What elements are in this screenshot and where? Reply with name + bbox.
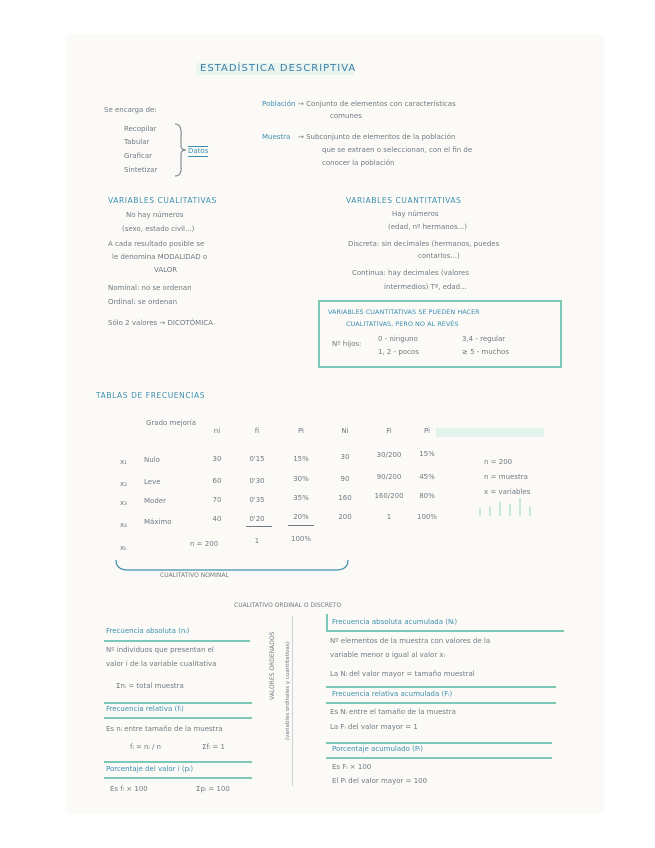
row-1-Pc: 15% <box>419 450 435 458</box>
col-header-grado: Grado mejoría <box>146 419 197 427</box>
col-header-fi: fi <box>254 427 260 435</box>
abs-line-1: Nº individuos que presentan el <box>106 646 214 654</box>
note-muestra: n = muestra <box>484 473 528 481</box>
row-4-Pc: 100% <box>416 513 437 521</box>
pctacum-line-1: Es Fᵢ × 100 <box>332 763 372 771</box>
muestra-text-3: conocer la población <box>322 159 395 167</box>
cualitativas-line-4: le denomina MODALIDAD o <box>112 253 208 261</box>
relacum-heading-rule <box>326 702 556 704</box>
row-4-pi: 20% <box>293 513 309 521</box>
totals-n: n = 200 <box>190 540 219 548</box>
intro-verb-1: Recopilar <box>124 125 157 133</box>
rel-top-rule <box>104 702 252 704</box>
row-3-Ni: 160 <box>338 494 352 502</box>
row-4-label: Máximo <box>144 518 172 526</box>
pi-total-rule <box>288 525 314 526</box>
pct-heading-rule <box>104 777 252 779</box>
bracket-label: CUALITATIVO NOMINAL <box>160 572 229 579</box>
ordinal-label: CUALITATIVO ORDINAL O DISCRETO <box>234 602 342 609</box>
totals-xk: xₖ <box>120 544 128 552</box>
pct-top-rule <box>104 761 252 763</box>
cualitativas-line-8: Sólo 2 valores → DICOTÓMICA <box>108 319 213 327</box>
abs-heading-rule <box>104 640 250 642</box>
rel-heading-rule <box>104 717 252 719</box>
intro-verb-2: Tabular <box>124 138 150 146</box>
row-3-Fi: 160/200 <box>374 492 404 500</box>
cualitativas-line-7: Ordinal: se ordenan <box>108 298 178 306</box>
pct-line-2: Σpᵢ = 100 <box>196 785 230 793</box>
rel-line-1: Es nᵢ entre tamaño de la muestra <box>106 725 223 733</box>
col-header-ni: ni <box>213 427 221 435</box>
intro-object: Datos <box>188 147 209 155</box>
absacum-line-2: variable menor o igual al valor xᵢ <box>330 651 445 659</box>
poblacion-term: Población <box>262 100 296 108</box>
cuantitativas-heading: VARIABLES CUANTITATIVAS <box>346 196 462 205</box>
cuantitativas-line-1: Hay números <box>392 210 439 218</box>
abs-line-3: Σnᵢ = total muestra <box>116 682 184 690</box>
example-label: Nº hijos: <box>332 340 362 348</box>
row-2-Ni: 90 <box>340 475 350 483</box>
row-1-ni: 30 <box>212 455 222 463</box>
row-1-Fi: 30/200 <box>376 451 402 459</box>
row-2-x: x₂ <box>120 480 127 488</box>
abs-heading: Frecuencia absoluta (nᵢ) <box>106 627 190 635</box>
cuantitativas-line-2: (edad, nº hermanos...) <box>388 223 468 231</box>
row-1-fi: 0'15 <box>249 455 265 463</box>
page-title: ESTADÍSTICA DESCRIPTIVA <box>200 63 357 74</box>
row-2-ni: 60 <box>212 477 222 485</box>
vertical-divider <box>292 616 293 786</box>
intro-verb-3: Graficar <box>124 152 153 160</box>
fi-total-rule <box>246 526 272 527</box>
example-value-4: ≥ 5 - muchos <box>462 348 509 356</box>
vertical-label-1: VALORES ORDENADOS <box>269 631 276 700</box>
rel-heading: Frecuencia relativa (fᵢ) <box>106 705 184 713</box>
relacum-heading: Frecuencia relativa acumulada (Fᵢ) <box>332 690 453 698</box>
cuantitativas-line-4: contarlos...) <box>418 252 460 260</box>
pctacum-line-2: El Pᵢ del valor mayor = 100 <box>332 777 428 785</box>
example-value-3: 3,4 - regular <box>462 335 506 343</box>
rel-line-3: Σfᵢ = 1 <box>202 743 225 751</box>
row-3-pi: 35% <box>293 494 309 502</box>
row-3-x: x₃ <box>120 499 127 507</box>
row-2-Fi: 90/200 <box>376 473 402 481</box>
cuantitativas-line-3: Discreta: sin decimales (hermanos, puedes <box>348 240 500 248</box>
row-2-Pc: 45% <box>419 473 435 481</box>
row-3-ni: 70 <box>212 496 222 504</box>
row-3-label: Moder <box>144 497 166 505</box>
row-1-x: x₁ <box>120 458 127 466</box>
cualitativas-heading: VARIABLES CUALITATIVAS <box>108 196 217 205</box>
pctacum-heading-rule <box>326 757 552 759</box>
note-variables: x = variables <box>484 488 531 496</box>
relacum-line-2: La Fᵢ del valor mayor = 1 <box>330 723 418 731</box>
nominal-bracket <box>114 560 350 576</box>
note-tally-marks <box>476 496 540 518</box>
row-3-fi: 0'35 <box>249 496 265 504</box>
col-header-Ni: Ni <box>341 427 349 435</box>
cualitativas-line-5: VALOR <box>154 266 178 274</box>
row-4-ni: 40 <box>212 515 222 523</box>
pct-heading: Porcentaje del valor i (pᵢ) <box>106 765 194 773</box>
row-2-fi: 0'30 <box>249 477 265 485</box>
pctacum-top-rule <box>326 742 552 744</box>
relacum-line-1: Es Nᵢ entre el tamaño de la muestra <box>330 708 456 716</box>
note-box-line-2: CUALITATIVAS, PERO NO AL REVÉS <box>346 320 459 328</box>
rel-line-2: fᵢ = nᵢ / n <box>130 743 161 751</box>
row-2-label: Leve <box>144 478 161 486</box>
muestra-term: Muestra <box>262 133 291 141</box>
row-4-Fi: 1 <box>386 513 392 521</box>
intro-brace <box>172 122 188 178</box>
col-header-Fi: Fi <box>386 427 392 435</box>
pctacum-heading: Porcentaje acumulado (Pᵢ) <box>332 745 424 753</box>
relacum-top-rule <box>326 686 556 688</box>
cuantitativas-line-5: Continua: hay decimales (valores <box>352 269 469 277</box>
intro-verb-4: Sintetizar <box>124 166 158 174</box>
row-4-fi: 0'20 <box>249 515 265 523</box>
row-1-label: Nulo <box>144 456 160 464</box>
row-4-Ni: 200 <box>338 513 352 521</box>
vertical-label-2: (variables ordinales y cuantitativas) <box>285 641 291 740</box>
poblacion-text-1: → Conjunto de elementos con características <box>298 100 456 108</box>
cualitativas-line-6: Nominal: no se ordenan <box>108 284 192 292</box>
totals-p: 100% <box>290 535 311 543</box>
muestra-text-2: que se extraen o seleccionan, con el fin de <box>322 146 473 154</box>
example-value-2: 1, 2 - pocos <box>378 348 419 356</box>
row-2-pi: 30% <box>293 475 309 483</box>
cuantitativas-line-6: intermedios) Tª, edad... <box>384 283 467 291</box>
cualitativas-line-1: No hay números <box>126 211 184 219</box>
poblacion-text-2: comunes <box>330 112 362 120</box>
pct-line-1: Es fᵢ × 100 <box>110 785 148 793</box>
absacum-heading: Frecuencia absoluta acumulada (Nᵢ) <box>332 618 458 626</box>
absacum-line-1: Nº elementos de la muestra con valores de la <box>330 637 491 645</box>
cualitativas-line-2: (sexo, estado civil...) <box>122 225 195 233</box>
row-1-pi: 15% <box>293 455 309 463</box>
example-value-1: 0 - ninguno <box>378 335 418 343</box>
row-1-Ni: 30 <box>340 453 350 461</box>
abs-line-2: valor i de la variable cualitativa <box>106 660 217 668</box>
totals-f: 1 <box>254 537 260 545</box>
cualitativas-line-3: A cada resultado posible se <box>108 240 205 248</box>
note-n: n = 200 <box>484 458 513 466</box>
muestra-text-1: → Subconjunto de elementos de la población <box>298 133 456 141</box>
tabla-heading: TABLAS DE FRECUENCIAS <box>96 391 206 400</box>
col-header-Pc: Pi <box>423 427 430 435</box>
row-4-x: x₄ <box>120 521 127 529</box>
note-box-line-1: VARIABLES CUANTITATIVAS SE PUEDEN HACER <box>328 308 480 316</box>
intro-label: Se encarga de: <box>104 106 157 114</box>
header-highlight <box>436 428 544 437</box>
col-header-pi: Pi <box>297 427 304 435</box>
absacum-line-3: La Nᵢ del valor mayor = tamaño muestral <box>330 670 475 678</box>
row-3-Pc: 80% <box>419 492 435 500</box>
